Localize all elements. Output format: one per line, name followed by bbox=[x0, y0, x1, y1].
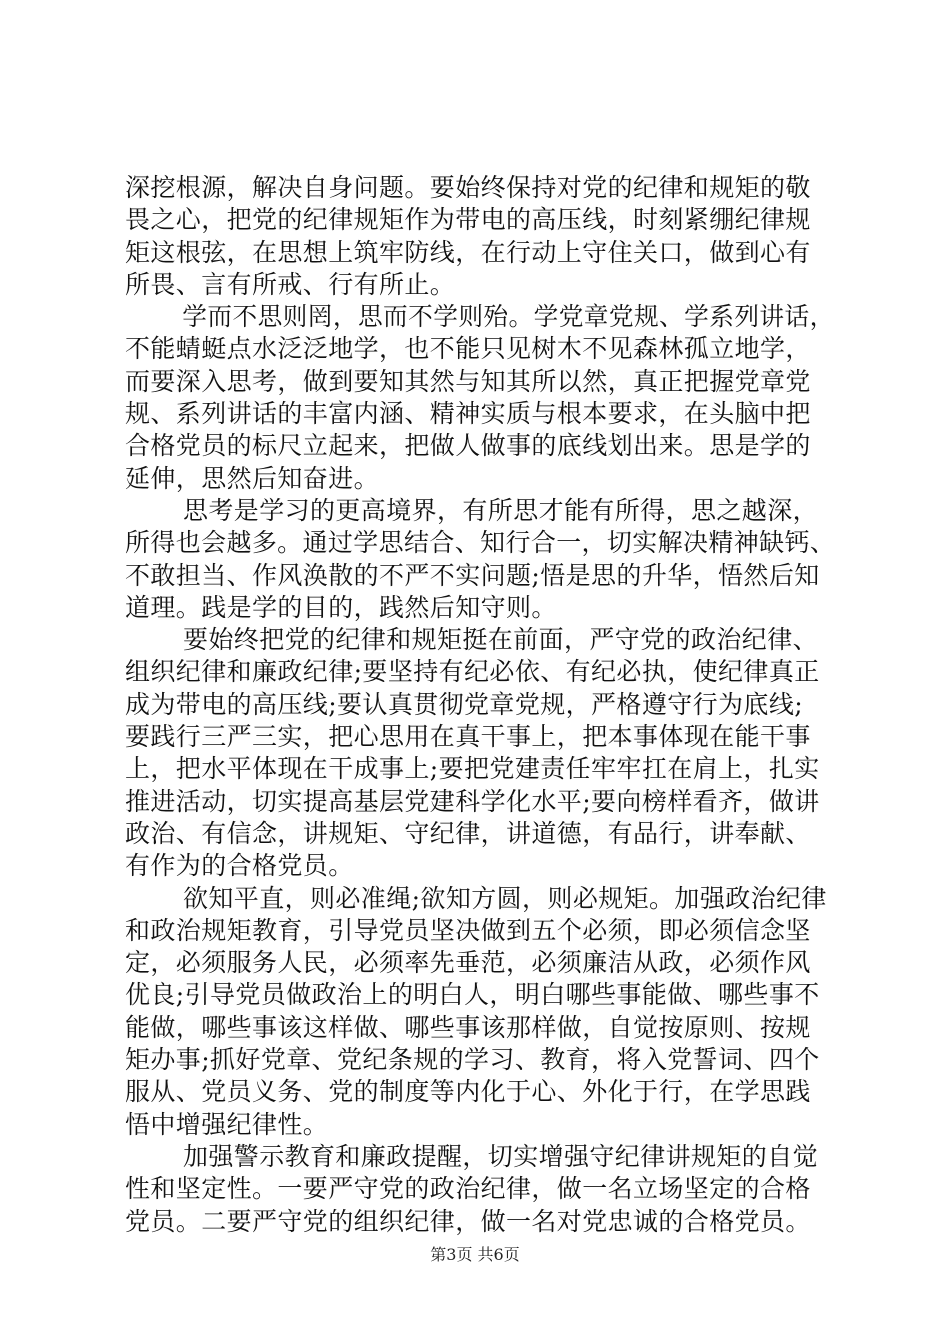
document-body bbox=[125, 172, 835, 1238]
text-line: 定，必须服务人民，必须率先垂范，必须廉洁从政，必须作风 bbox=[125, 948, 811, 978]
text-line: 延伸，思然后知奋进。 bbox=[125, 463, 380, 493]
text-line: 所畏、言有所戒、行有所止。 bbox=[125, 269, 456, 299]
text-line: 悟中增强纪律性。 bbox=[125, 1109, 329, 1139]
text-line: 和政治规矩教育，引导党员坚决做到五个必须，即必须信念坚 bbox=[125, 915, 811, 945]
text-line: 要始终把党的纪律和规矩挺在前面，严守党的政治纪律、 bbox=[183, 625, 819, 655]
page-footer: 第3页 共6页 bbox=[430, 1245, 520, 1264]
text-line: 加强警示教育和廉政提醒，切实增强守纪律讲规矩的自觉 bbox=[183, 1141, 819, 1171]
text-line: 有作为的合格党员。 bbox=[125, 851, 354, 881]
text-line: 而要深入思考，做到要知其然与知其所以然，真正把握党章党 bbox=[125, 366, 811, 396]
text-line: 性和坚定性。一要严守党的政治纪律，做一名立场坚定的合格 bbox=[125, 1174, 811, 1204]
text-line: 推进活动，切实提高基层党建科学化水平;要向榜样看齐，做讲 bbox=[125, 786, 820, 816]
text-line: 党员。二要严守党的组织纪律，做一名对党忠诚的合格党员。 bbox=[125, 1206, 811, 1236]
text-line: 思考是学习的更高境界，有所思才能有所得，思之越深， bbox=[183, 495, 819, 525]
text-line: 成为带电的高压线;要认真贯彻党章党规，严格遵守行为底线; bbox=[125, 689, 804, 719]
text-line: 服从、党员义务、党的制度等内化于心、外化于行，在学思践 bbox=[125, 1077, 811, 1107]
text-line: 能做，哪些事该这样做、哪些事该那样做，自觉按原则、按规 bbox=[125, 1012, 811, 1042]
text-line: 上，把水平体现在干成事上;要把党建责任牢牢扛在肩上，扎实 bbox=[125, 754, 820, 784]
text-line: 不敢担当、作风涣散的不严不实问题;悟是思的升华，悟然后知 bbox=[125, 560, 820, 590]
text-line: 组织纪律和廉政纪律;要坚持有纪必依、有纪必执，使纪律真正 bbox=[125, 657, 820, 687]
text-line: 所得也会越多。通过学思结合、知行合一，切实解决精神缺钙、 bbox=[125, 528, 836, 558]
text-line: 合格党员的标尺立起来，把做人做事的底线划出来。思是学的 bbox=[125, 431, 811, 461]
text-line: 畏之心，把党的纪律规矩作为带电的高压线，时刻紧绷纪律规 bbox=[125, 205, 811, 235]
text-line: 道理。践是学的目的，践然后知守则。 bbox=[125, 592, 557, 622]
text-line: 欲知平直，则必准绳;欲知方圆，则必规矩。加强政治纪律 bbox=[183, 883, 827, 913]
text-line: 要践行三严三实，把心思用在真干事上，把本事体现在能干事 bbox=[125, 722, 811, 752]
text-line: 矩办事;抓好党章、党纪条规的学习、教育，将入党誓词、四个 bbox=[125, 1045, 820, 1075]
text-line: 深挖根源，解决自身问题。要始终保持对党的纪律和规矩的敬 bbox=[125, 173, 811, 202]
text-line: 不能蜻蜓点水泛泛地学，也不能只见树木不见森林孤立地学， bbox=[125, 334, 811, 364]
text-line: 规、系列讲话的丰富内涵、精神实质与根本要求，在头脑中把 bbox=[125, 399, 811, 429]
text-line: 矩这根弦，在思想上筑牢防线，在行动上守住关口，做到心有 bbox=[125, 237, 811, 267]
text-line: 政治、有信念，讲规矩、守纪律，讲道德，有品行，讲奉献、 bbox=[125, 818, 811, 848]
text-line: 优良;引导党员做政治上的明白人，明白哪些事能做、哪些事不 bbox=[125, 980, 820, 1010]
text-line: 学而不思则罔，思而不学则殆。学党章党规、学系列讲话， bbox=[182, 302, 835, 332]
